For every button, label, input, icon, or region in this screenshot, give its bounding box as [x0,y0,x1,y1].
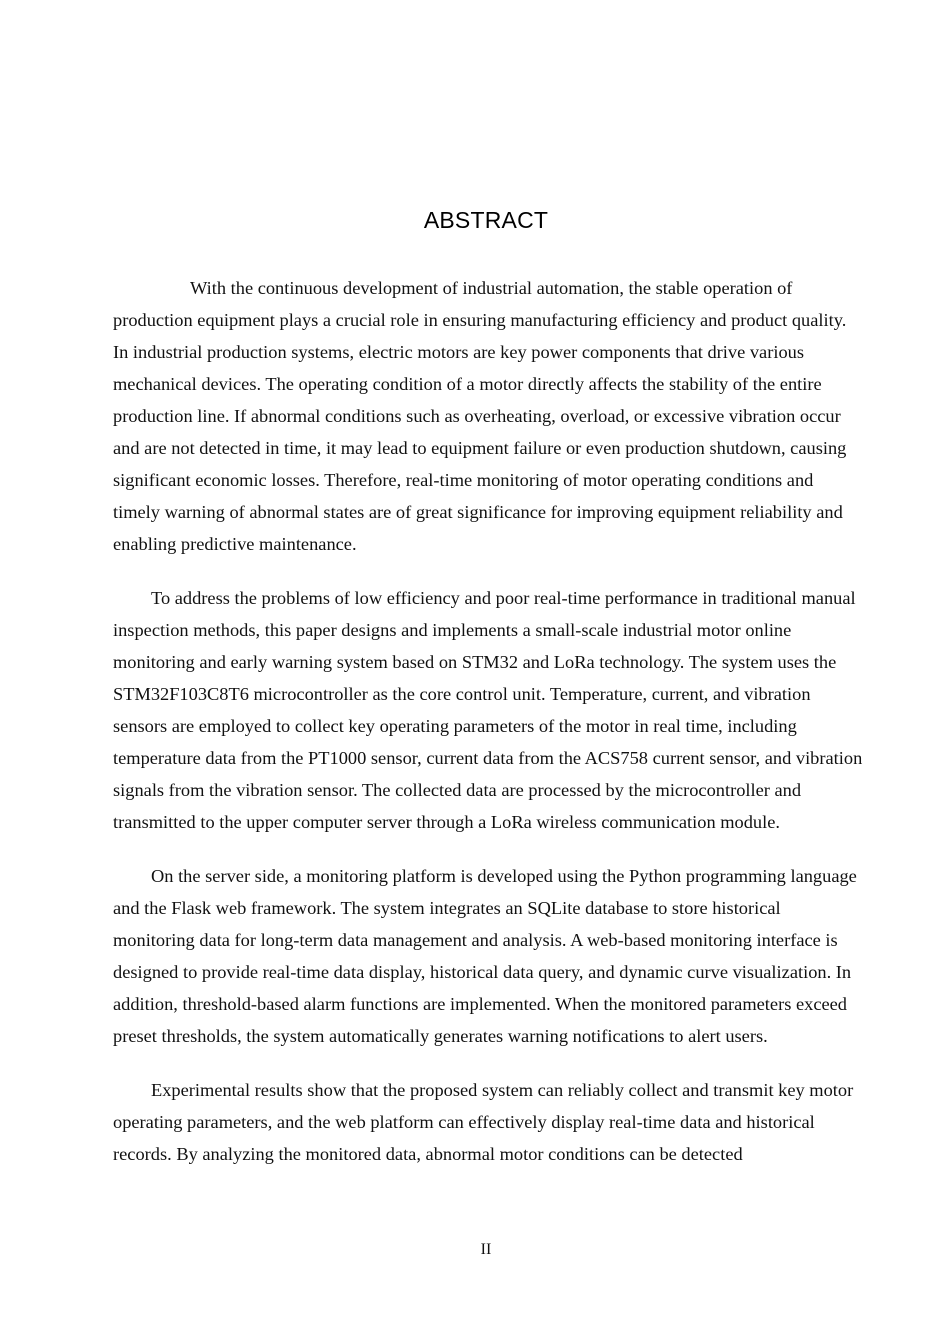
abstract-paragraph-1: With the continuous development of industrial automation, the stable operation of production equipment plays a crucial role in ensuring manufacturing efficiency and product quality. In industrial production systems, electric motors are key power components that drive various mechanical devices. The operating condition of a motor directly affects the stability of the entire production line. If abnormal conditions such as overheating, overload, or excessive vibration occur and are not detected in time, it may lead to equipment failure or even production shutdown, causing significant economic losses. Therefore, real-time monitoring of motor operating conditions and timely warning of abnormal states are of great significance for improving equipment reliability and enabling predictive maintenance. [113,278,847,554]
abstract-paragraph-3: On the server side, a monitoring platform is developed using the Python programming language and the Flask web framework. The system integrates an SQLite database to store historical monitoring data for long-term data management and analysis. A web-based monitoring interface is designed to provide real-time data display, historical data query, and dynamic curve visualization. In addition, threshold-based alarm functions are implemented. When the monitored parameters exceed preset thresholds, the system automatically generates warning notifications to alert users. [113,866,857,1046]
abstract-paragraph-2: To address the problems of low efficiency and poor real-time performance in traditional manual inspection methods, this paper designs and implements a small-scale industrial motor online monitoring and early warning system based on STM32 and LoRa technology. The system uses the STM32F103C8T6 microcontroller as the core control unit. Temperature, current, and vibration sensors are employed to collect key operating parameters of the motor in real time, including temperature data from the PT1000 sensor, current data from the ACS758 current sensor, and vibration signals from the vibration sensor. The collected data are processed by the microcontroller and transmitted to the upper computer server through a LoRa wireless communication module. [113,588,863,832]
abstract-title: ABSTRACT [423,207,549,233]
page-number: II [480,1241,492,1258]
abstract-body [113,272,863,1192]
abstract-paragraph-4: Experimental results show that the proposed system can reliably collect and transmit key motor operating parameters, and the web platform can effectively display real-time data and historical records. By analyzing the monitored data, abnormal motor conditions can be detected [113,1080,854,1164]
